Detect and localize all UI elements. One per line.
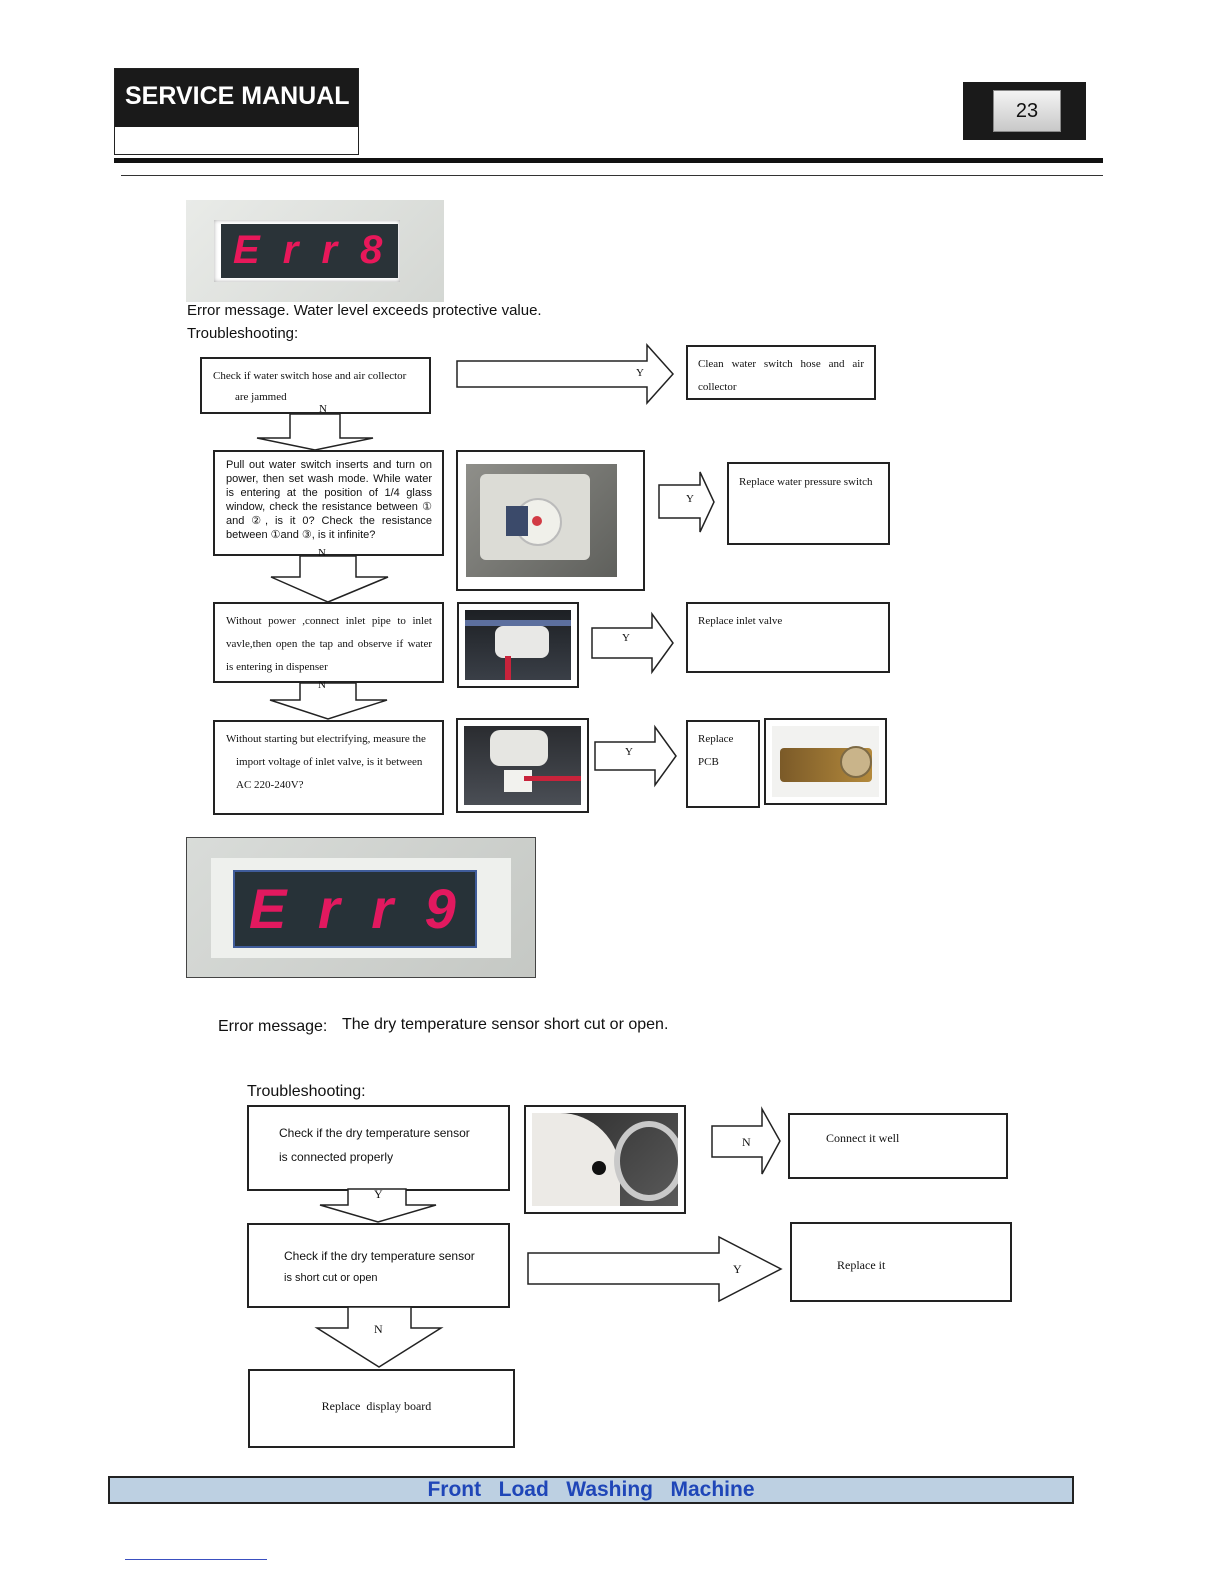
err8-step2-text: Pull out water switch inserts and turn on power, then set wash mode. While water is entering at the position of 1/4 glass window, check the resistance between ① and ②, is it 0? Check the resistance between ①and ③, is it infinite?	[226, 459, 432, 541]
err8-step3-action: Replace inlet valve	[698, 615, 783, 627]
err8-step3-yes-label: Y	[622, 632, 630, 644]
err8-step4-yes-label: Y	[625, 746, 633, 758]
err9-step2-line1: Check if the dry temperature sensor	[284, 1249, 475, 1263]
err8-step1-no-label: N	[319, 403, 327, 415]
footer-title: Front Load Washing Machine	[427, 1478, 755, 1501]
err8-step2-no-label: N	[318, 547, 326, 559]
footer-underline	[125, 1559, 267, 1560]
err8-step3-no-label: N	[318, 679, 326, 691]
err9-step3-text: Replace display board	[321, 1399, 432, 1413]
err9-step2-yes-label: Y	[733, 1262, 742, 1276]
err8-step1-line1: Check if water switch hose and air collector	[213, 370, 407, 382]
header-title: SERVICE MANUAL	[125, 82, 350, 110]
err9-step2-line2: is short cut or open	[284, 1272, 378, 1284]
err9-step1-line1: Check if the dry temperature sensor	[279, 1126, 470, 1140]
err8-troubleshooting-label: Troubleshooting:	[187, 325, 299, 342]
err9-step1-no-label: N	[742, 1135, 751, 1149]
footer-bar	[108, 1476, 1074, 1504]
page-number: 23	[993, 90, 1061, 132]
err9-step1-yes-label: Y	[374, 1187, 383, 1201]
err8-step1-yes-label: Y	[636, 367, 644, 379]
err8-step4-line3: AC 220-240V?	[236, 779, 304, 791]
err8-step1-action-line1: Clean water switch hose and air	[698, 358, 864, 370]
err8-step4-line1: Without starting but electrifying, measure the	[226, 733, 426, 745]
err9-troubleshooting-label: Troubleshooting:	[247, 1083, 366, 1100]
err9-step1-action: Connect it well	[826, 1131, 900, 1145]
err8-step4-line2: import voltage of inlet valve, is it between	[236, 756, 423, 768]
err8-step3-line3: is entering in dispenser	[226, 661, 328, 673]
err9-step3-box	[248, 1369, 515, 1448]
err9-display-text: E r r 9	[249, 877, 464, 940]
err8-display-text: E r r 8	[233, 228, 389, 272]
err9-step2-no-label: N	[374, 1322, 383, 1336]
err8-step4-action-line1: Replace	[698, 733, 734, 745]
err9-message-text: The dry temperature sensor short cut or open.	[342, 1016, 669, 1033]
err8-step3-line2: vavle,then open the tap and observe if water	[226, 638, 432, 650]
err8-step2-yes-label: Y	[686, 493, 694, 505]
err8-step1-action-line2: collector	[698, 381, 737, 393]
err8-message: Error message. Water level exceeds protective value.	[187, 302, 542, 319]
err8-step3-line1: Without power ,connect inlet pipe to inlet	[226, 615, 432, 627]
err8-step1-line2: are jammed	[235, 391, 287, 403]
err8-step4-action-line2: PCB	[698, 756, 719, 768]
err9-message-label: Error message:	[218, 1018, 328, 1035]
err9-step2-action: Replace it	[837, 1258, 886, 1272]
err8-step2-action: Replace water pressure switch	[739, 476, 873, 488]
err9-step1-line2: is connected properly	[279, 1150, 394, 1164]
